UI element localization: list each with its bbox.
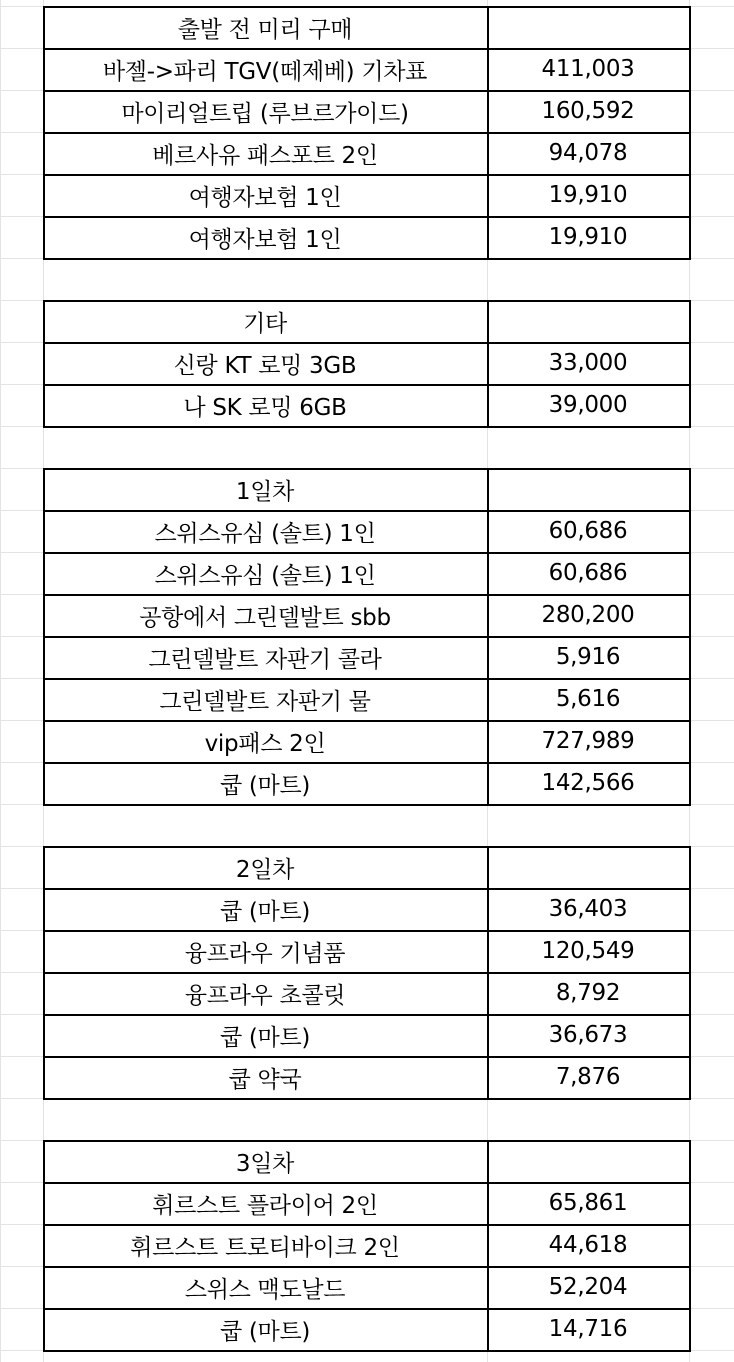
section-header-amount-cell[interactable] <box>487 1140 689 1182</box>
item-cell[interactable]: 신랑 KT 로밍 3GB <box>173 352 357 379</box>
cell-border-vertical <box>43 6 45 260</box>
item-cell[interactable]: 공항에서 그린델발트 sbb <box>139 604 391 631</box>
cell-border-horizontal <box>43 678 691 680</box>
item-cell[interactable]: 바젤->파리 TGV(떼제베) 기차표 <box>102 58 428 85</box>
amount-cell[interactable]: 65,861 <box>548 1190 628 1216</box>
cell-border-horizontal <box>43 258 691 260</box>
amount-cell[interactable]: 19,910 <box>548 182 628 208</box>
item-cell[interactable]: 쿱 약국 <box>228 1066 302 1093</box>
cell-border-vertical <box>487 6 489 260</box>
cell-border-horizontal <box>43 594 691 596</box>
cell-border-horizontal <box>43 1098 691 1100</box>
section-header-cell[interactable]: 2일차 <box>235 856 295 883</box>
cell-border-vertical <box>689 1140 691 1352</box>
amount-cell[interactable]: 44,618 <box>548 1232 628 1258</box>
item-cell[interactable]: vip패스 2인 <box>204 730 326 757</box>
cell-border-vertical <box>43 300 45 428</box>
item-cell[interactable]: 여행자보험 1인 <box>188 226 342 253</box>
cell-border-horizontal <box>43 216 691 218</box>
cell-border-horizontal <box>43 468 691 470</box>
cell-border-vertical <box>689 300 691 428</box>
cell-border-horizontal <box>43 1014 691 1016</box>
cell-border-horizontal <box>43 174 691 176</box>
amount-cell[interactable]: 39,000 <box>548 392 628 418</box>
section-header-cell[interactable]: 출발 전 미리 구매 <box>177 16 353 43</box>
amount-cell[interactable]: 5,616 <box>555 686 621 712</box>
cell-border-vertical <box>689 6 691 260</box>
cell-border-horizontal <box>43 1056 691 1058</box>
item-cell[interactable]: 쿱 (마트) <box>219 772 311 799</box>
amount-cell[interactable]: 94,078 <box>548 140 628 166</box>
amount-cell[interactable]: 36,673 <box>548 1022 628 1048</box>
amount-cell[interactable]: 52,204 <box>548 1274 628 1300</box>
amount-cell[interactable]: 33,000 <box>548 350 628 376</box>
section-header-amount-cell[interactable] <box>487 6 689 48</box>
amount-cell[interactable]: 60,686 <box>548 560 628 586</box>
section-header-cell[interactable]: 3일차 <box>235 1150 295 1177</box>
cell-border-horizontal <box>43 1140 691 1142</box>
amount-cell[interactable]: 280,200 <box>541 602 635 628</box>
cell-border-horizontal <box>43 1224 691 1226</box>
amount-cell[interactable]: 727,989 <box>541 728 635 754</box>
cell-border-horizontal <box>43 6 691 8</box>
cell-border-horizontal <box>43 90 691 92</box>
cell-border-horizontal <box>43 930 691 932</box>
cell-border-vertical <box>43 846 45 1100</box>
item-cell[interactable]: 휘르스트 트로티바이크 2인 <box>130 1234 400 1261</box>
cell-border-horizontal <box>43 342 691 344</box>
amount-cell[interactable]: 7,876 <box>555 1064 621 1090</box>
cell-border-horizontal <box>43 426 691 428</box>
cell-border-horizontal <box>43 510 691 512</box>
cell-border-horizontal <box>43 552 691 554</box>
cell-border-horizontal <box>43 888 691 890</box>
cell-border-horizontal <box>43 720 691 722</box>
cell-border-horizontal <box>43 804 691 806</box>
cell-border-vertical <box>487 468 489 806</box>
cell-border-horizontal <box>43 1308 691 1310</box>
amount-cell[interactable]: 411,003 <box>541 56 635 82</box>
cell-border-vertical <box>43 1140 45 1352</box>
cell-border-vertical <box>689 846 691 1100</box>
amount-cell[interactable]: 120,549 <box>541 938 635 964</box>
cell-border-horizontal <box>43 384 691 386</box>
cell-border-horizontal <box>43 1266 691 1268</box>
item-cell[interactable]: 나 SK 로밍 6GB <box>183 394 347 421</box>
item-cell[interactable]: 그린델발트 자판기 콜라 <box>148 646 382 673</box>
item-cell[interactable]: 쿱 (마트) <box>219 1318 311 1345</box>
cell-border-horizontal <box>43 972 691 974</box>
amount-cell[interactable]: 142,566 <box>541 770 635 796</box>
section-header-cell[interactable]: 1일차 <box>235 478 295 505</box>
amount-cell[interactable]: 60,686 <box>548 518 628 544</box>
cell-border-vertical <box>487 300 489 428</box>
section-header-amount-cell[interactable] <box>487 468 689 510</box>
item-cell[interactable]: 스위스 맥도날드 <box>184 1276 346 1303</box>
item-cell[interactable]: 스위스유심 (솔트) 1인 <box>154 562 376 589</box>
item-cell[interactable]: 마이리얼트립 (루브르가이드) <box>121 100 409 127</box>
cell-border-horizontal <box>43 636 691 638</box>
item-cell[interactable]: 융프라우 기념품 <box>184 940 346 967</box>
cell-border-vertical <box>689 468 691 806</box>
cell-border-horizontal <box>43 1350 691 1352</box>
amount-cell[interactable]: 160,592 <box>541 98 635 124</box>
amount-cell[interactable]: 36,403 <box>548 896 628 922</box>
amount-cell[interactable]: 8,792 <box>555 980 621 1006</box>
cell-border-vertical <box>43 468 45 806</box>
item-cell[interactable]: 여행자보험 1인 <box>188 184 342 211</box>
item-cell[interactable]: 쿱 (마트) <box>219 898 311 925</box>
cell-border-horizontal <box>43 1182 691 1184</box>
cell-border-vertical <box>487 1140 489 1352</box>
section-header-cell[interactable]: 기타 <box>243 310 287 337</box>
cell-border-vertical <box>487 846 489 1100</box>
amount-cell[interactable]: 5,916 <box>555 644 621 670</box>
item-cell[interactable]: 휘르스트 플라이어 2인 <box>152 1192 378 1219</box>
cell-border-horizontal <box>43 846 691 848</box>
cell-border-horizontal <box>43 132 691 134</box>
cell-border-horizontal <box>43 762 691 764</box>
item-cell[interactable]: 쿱 (마트) <box>219 1024 311 1051</box>
item-cell[interactable]: 베르사유 패스포트 2인 <box>152 142 378 169</box>
amount-cell[interactable]: 14,716 <box>548 1316 628 1342</box>
amount-cell[interactable]: 19,910 <box>548 224 628 250</box>
section-header-amount-cell[interactable] <box>487 846 689 888</box>
gridline-vertical <box>0 0 1 1362</box>
cell-border-horizontal <box>43 300 691 302</box>
item-cell[interactable]: 융프라우 초콜릿 <box>184 982 346 1009</box>
item-cell[interactable]: 그린델발트 자판기 물 <box>159 688 371 715</box>
cell-border-horizontal <box>43 48 691 50</box>
item-cell[interactable]: 스위스유심 (솔트) 1인 <box>154 520 376 547</box>
section-header-amount-cell[interactable] <box>487 300 689 342</box>
